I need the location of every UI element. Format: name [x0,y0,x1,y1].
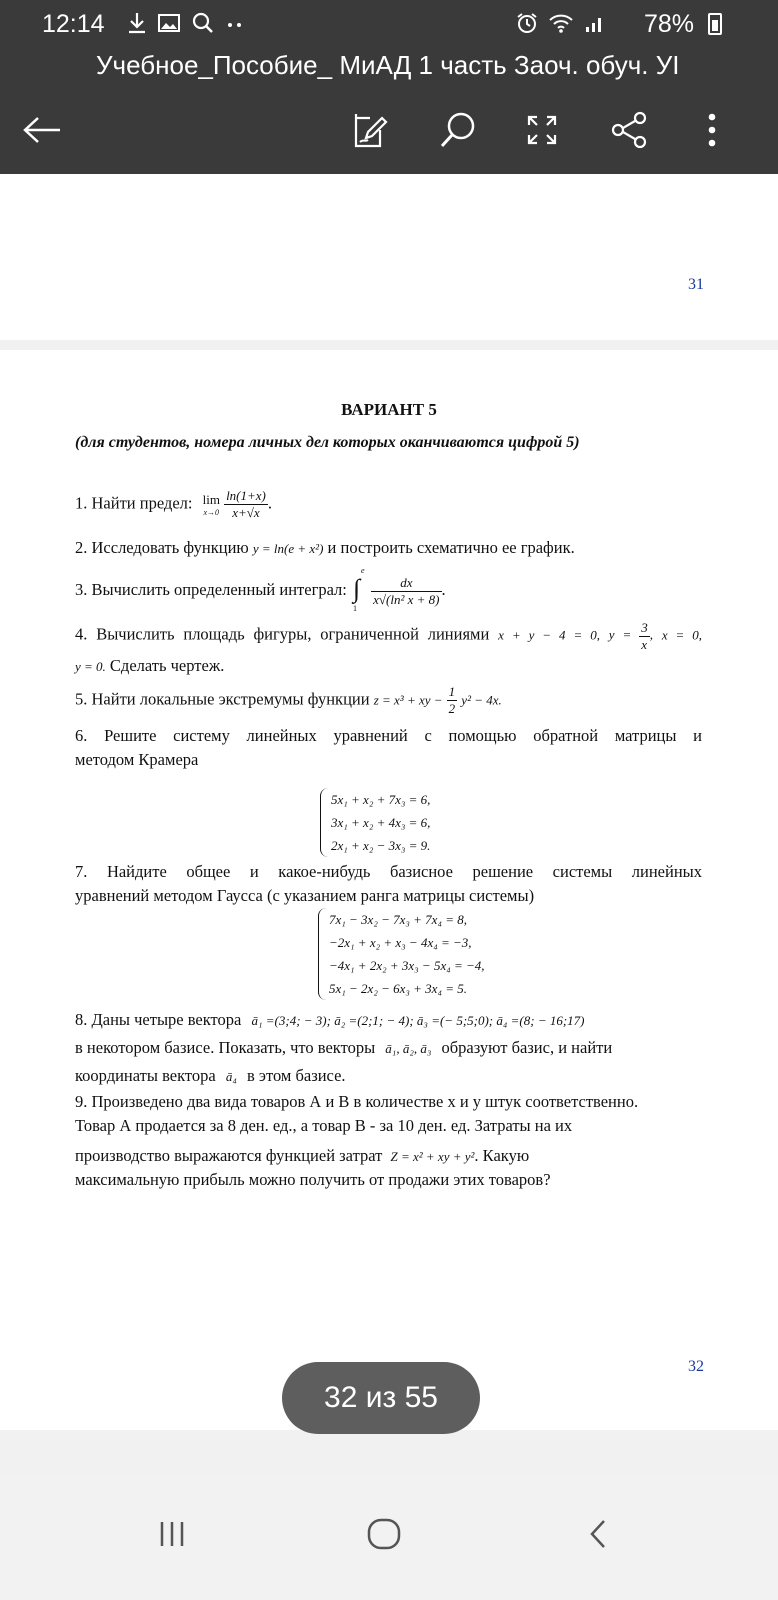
integral-denominator: x√(ln² x + 8) [373,591,440,607]
task-6-line-1: 6. Решите систему линейных уравнений с помощью обратной матрицы и [75,726,702,745]
task-3: 3. Вычислить определенный интеграл: ∫ e 1 $\frac{dx}{\text{x√(ln² x + 8)}}$ . [75,566,446,613]
more-vert-icon [707,112,717,148]
lim-sub: x→0 [203,508,220,517]
search-button[interactable] [434,106,482,154]
status-bar [0,0,778,48]
status-time: 12:14 [42,10,105,38]
app-header [0,0,778,174]
task-3-text: 3. Вычислить определенный интеграл: [75,579,347,599]
system-equations-2 [318,908,485,1000]
more-options-button[interactable] [688,106,736,154]
integral-lower: 1 [353,604,358,613]
task-4-hyperbola: y = $\frac{3}{x}$ , [608,620,653,652]
expand-icon [525,113,559,147]
back-arrow-button[interactable] [18,106,66,154]
equation-row: 5x₁ + x₂ + 7x₃ = 6, [331,792,431,807]
task-2 [75,538,575,558]
download-icon [128,12,146,34]
limit-fraction [224,488,268,521]
equation-row: 2x₁ + x₂ − 3x₃ = 9. [331,838,431,853]
back-button[interactable] [568,1504,628,1564]
hyperbola-num: 3 [641,620,648,635]
task-8-vector-a4: ā₄ [225,1069,237,1084]
equation-row: 5x₁ − 2x₂ − 6x₃ + 3x₄ = 5. [329,981,467,996]
page-number: 32 [688,1358,704,1375]
task-5-function-a: z = x³ + xy − [373,692,443,708]
integral-upper: e [361,566,365,575]
task-7-line-2: уравнений методом Гаусса (с указанием ранга матрицы системы) [75,886,535,905]
task-4-line-eq: x + y − 4 = 0, [498,627,600,643]
wifi-icon [548,12,574,34]
page-indicator[interactable]: 32 из 55 [282,1362,480,1434]
document-title: Учебное_Пособие_ МиАД 1 часть Заоч. обуч. УI [96,50,680,80]
recent-apps-button[interactable] [142,1504,202,1564]
task-8-text: 8. Даны четыре вектора [75,1010,242,1029]
more-dots-icon [226,13,244,33]
task-8-text-b1: в некотором базисе. Показать, что векторы [75,1038,376,1057]
task-6-line-2: методом Крамера [75,750,199,769]
page-number: 31 [688,276,704,293]
equation-row: 7x₁ − 3x₂ − 7x₃ + 7x₄ = 8, [329,912,467,927]
task-5-den: 2 [448,701,456,716]
lim-label: lim [202,492,220,507]
task-5-function-b: y² − 4x. [461,692,502,708]
task-8-line-1 [75,1010,585,1030]
task-1-text: 1. Найти предел: [75,493,193,513]
task-9-text-c2: . Какую [474,1146,530,1165]
task-9-line-2: Товар А продается за 8 ден. ед., а товар В - за 10 ден. ед. Затраты на их [75,1116,573,1135]
task-5-text: 5. Найти локальные экстремумы функции [75,689,370,709]
task-5-fraction [447,684,458,717]
battery-icon [708,13,722,35]
task-2-text-b: и построить схематично ее график. [327,538,575,557]
limit-denominator: x+√x [232,505,260,520]
equation-row: −4x₁ + 2x₂ + 3x₃ − 5x₄ = −4, [329,958,485,973]
toolbar [0,100,778,160]
task-8-line-2 [75,1038,612,1058]
alarm-icon [516,12,538,34]
task-4-text-b: Сделать чертеж. [109,656,225,675]
integral-numerator: dx [371,575,441,592]
task-8-text-c2: в этом базисе. [247,1066,346,1085]
hyperbola-fraction [639,620,650,653]
signal-icon [584,12,606,34]
task-4-line-2 [75,656,224,676]
task-8-vectors: ā₁ =(3;4; − 3); ā₂ =(2;1; − 4); ā₃ =(− 5;5;0); ā₄ =(8; − 16;17) [251,1013,585,1028]
hyperbola-den: x [641,637,648,652]
task-4-text: 4. Вычислить площадь фигуры, ограниченной линиями [75,624,490,644]
task-8-text-b2: образуют базис, и найти [441,1038,613,1057]
task-9-line-4: максимальную прибыль можно получить от продажи этих товаров? [75,1170,551,1189]
integral-sign [351,566,367,613]
search-icon [439,111,477,149]
task-5 [75,684,502,717]
home-icon [366,1516,402,1552]
system-equations-1 [320,788,430,857]
task-2-function: y = ln(e + x²) [252,541,324,556]
equation-row: −2x₁ + x₂ + x₃ − 4x₄ = −3, [329,935,472,950]
back-arrow-icon [22,115,62,145]
equation-row: 3x₁ + x₂ + 4x₃ = 6, [331,815,431,830]
task-5-num: 1 [448,684,456,699]
share-button[interactable] [605,106,653,154]
edit-pdf-button[interactable] [346,106,394,154]
task-8-text-c1: координаты вектора [75,1066,216,1085]
search-icon [192,12,214,34]
task-9-cost-function: Z = x² + xy + y² [390,1149,475,1164]
task-8-basis-vectors: ā₁, ā₂, ā₃ [385,1041,432,1056]
task-2-text-a: 2. Исследовать функцию [75,538,249,557]
edit-document-icon [352,110,388,150]
pdf-page-32 [0,350,778,1430]
fit-screen-button[interactable] [518,106,566,154]
hyperbola-lhs: y = [608,627,632,643]
integral-fraction [371,575,441,608]
limit-expression [203,492,220,517]
image-icon [158,13,180,33]
task-9-line-3 [75,1146,529,1166]
battery-percent: 78% [643,10,694,38]
back-icon [586,1518,610,1550]
task-4-line-1 [75,620,702,653]
task-1: 1. Найти предел: lim x→0 $\frac{\ln(1+x)}{x+√x}$ . [75,488,272,520]
home-button[interactable] [354,1504,414,1564]
pdf-page-31 [0,174,778,340]
variant-subtitle: (для студентов, номера личных дел которых оканчиваются цифрой 5) [75,434,580,451]
share-icon [610,111,648,149]
task-7-line-1: 7. Найдите общее и какое-нибудь базисное решение системы линейных [75,862,702,881]
recent-apps-icon [157,1519,187,1549]
task-9-text-c1: производство выражаются функцией затрат [75,1146,383,1165]
navigation-bar [0,1474,778,1600]
variant-title: ВАРИАНТ 5 [341,400,437,419]
task-4-y-axis: y = 0. [75,659,106,674]
task-4-x-axis: x = 0, [661,627,703,643]
limit-numerator: ln(1+x) [226,488,266,503]
integral-symbol: ∫ [353,574,361,603]
task-8-line-3 [75,1066,346,1086]
task-9-line-1: 9. Произведено два вида товаров А и В в количестве x и y штук соответственно. [75,1092,639,1111]
